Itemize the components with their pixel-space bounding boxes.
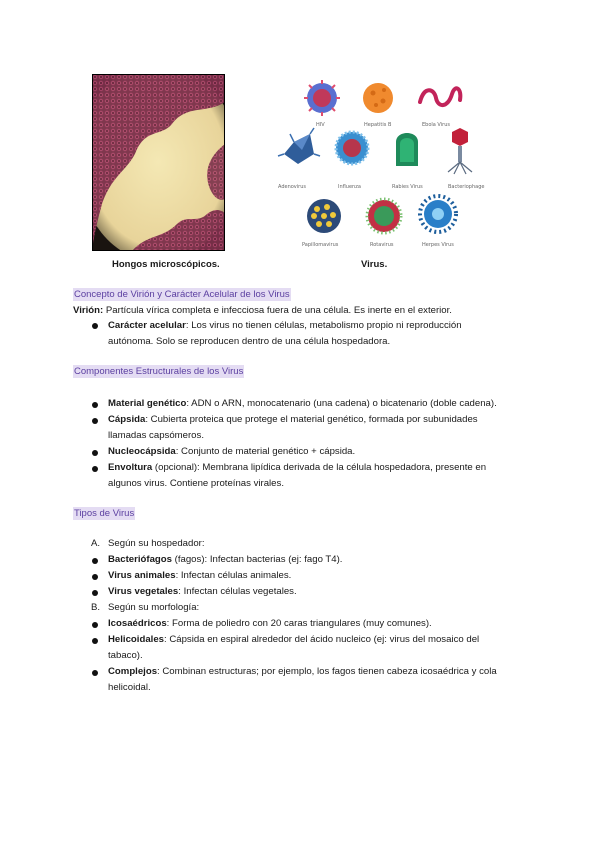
list-label-b: B. (91, 602, 101, 613)
acelular-term: Carácter acelular (108, 320, 186, 331)
list-item: Cápsida: Cubierta proteica que protege el material genético, formada por subunidades llamadas capsómeros. (108, 414, 478, 441)
influenza-icon (336, 132, 368, 164)
virus-label: Rabies Virus (392, 184, 423, 190)
bacteriophage-icon (448, 128, 472, 174)
bullet-icon (92, 574, 98, 580)
section-heading-virion: Concepto de Virión y Carácter Acelular de los Virus (74, 289, 290, 300)
list-item: Material genético: ADN o ARN, monocatenario (una cadena) o bicatenario (doble cadena). (108, 398, 497, 409)
bullet-icon (92, 323, 98, 329)
list-item: Helicoidales: Cápsida en espiral alrededor del ácido nucleico (ej: virus del mosaico del tabaco). (108, 634, 480, 661)
herpes-icon (420, 196, 456, 232)
virus-caption: Virus. (361, 259, 388, 270)
rotavirus-icon (367, 199, 401, 233)
fungi-caption: Hongos microscópicos. (112, 259, 220, 270)
list-item: Según su morfología: (108, 602, 200, 613)
virus-illustration (272, 72, 498, 252)
list-item: Nucleocápsida: Conjunto de material genético + cápsida. (108, 446, 356, 457)
list-label-a: A. (91, 538, 101, 549)
list-item: Virus animales: Infectan células animales. (108, 570, 292, 581)
rabies-icon (396, 133, 418, 166)
bullet-icon (92, 558, 98, 564)
virus-label: Hepatitis B (364, 122, 392, 128)
virus-label: Papillomavirus (302, 242, 339, 248)
virus-label: Adenovirus (278, 184, 306, 190)
ebola-icon (420, 88, 460, 105)
list-item: Icosaédricos: Forma de poliedro con 20 caras triangulares (muy comunes). (108, 618, 432, 629)
hepatitis-b-icon (363, 83, 393, 113)
virus-label: Bacteriophage (448, 184, 485, 190)
virus-label: Herpes Virus (422, 242, 454, 248)
bullet-icon (92, 402, 98, 408)
virion-term: Virión: (73, 305, 104, 316)
virus-label: Ebola Virus (422, 122, 450, 128)
bullet-icon (92, 670, 98, 676)
bullet-icon (92, 450, 98, 456)
virus-label: HIV (316, 122, 325, 128)
fungi-image (92, 74, 225, 251)
acelular-item: Carácter acelular: Los virus no tienen células, metabolismo propio ni reproducción autónoma. Solo se reproducen dentro de una célula hospedadora. (108, 320, 462, 347)
list-item: Envoltura (opcional): Membrana lipídica derivada de la célula hospedadora, presente en algunos virus. Contiene proteínas virales. (108, 462, 487, 489)
bullet-icon (92, 622, 98, 628)
virus-label: Rotavirus (370, 242, 394, 248)
section-heading-componentes: Componentes Estructurales de los Virus (74, 366, 244, 377)
section-heading-tipos: Tipos de Virus (74, 508, 135, 519)
bullet-icon (92, 638, 98, 644)
bullet-icon (92, 466, 98, 472)
list-item: Según su hospedador: (108, 538, 205, 549)
bullet-icon (92, 590, 98, 596)
bullet-icon (92, 418, 98, 424)
hiv-icon (304, 80, 340, 116)
list-item: Virus vegetales: Infectan células vegetales. (108, 586, 297, 597)
virus-label: Influenza (338, 184, 361, 190)
papillomavirus-icon (307, 199, 341, 233)
adenovirus-icon (278, 128, 320, 164)
virion-text: Partícula vírica completa e infecciosa fuera de una célula. Es inerte en el exterior. (103, 305, 452, 316)
list-item: Complejos: Combinan estructuras; por ejemplo, los fagos tienen cabeza icosaédrica y cola helicoidal. (108, 666, 497, 693)
virion-definition (73, 303, 452, 319)
list-item: Bacteriófagos (fagos): Infectan bacterias (ej: fago T4). (108, 554, 343, 565)
